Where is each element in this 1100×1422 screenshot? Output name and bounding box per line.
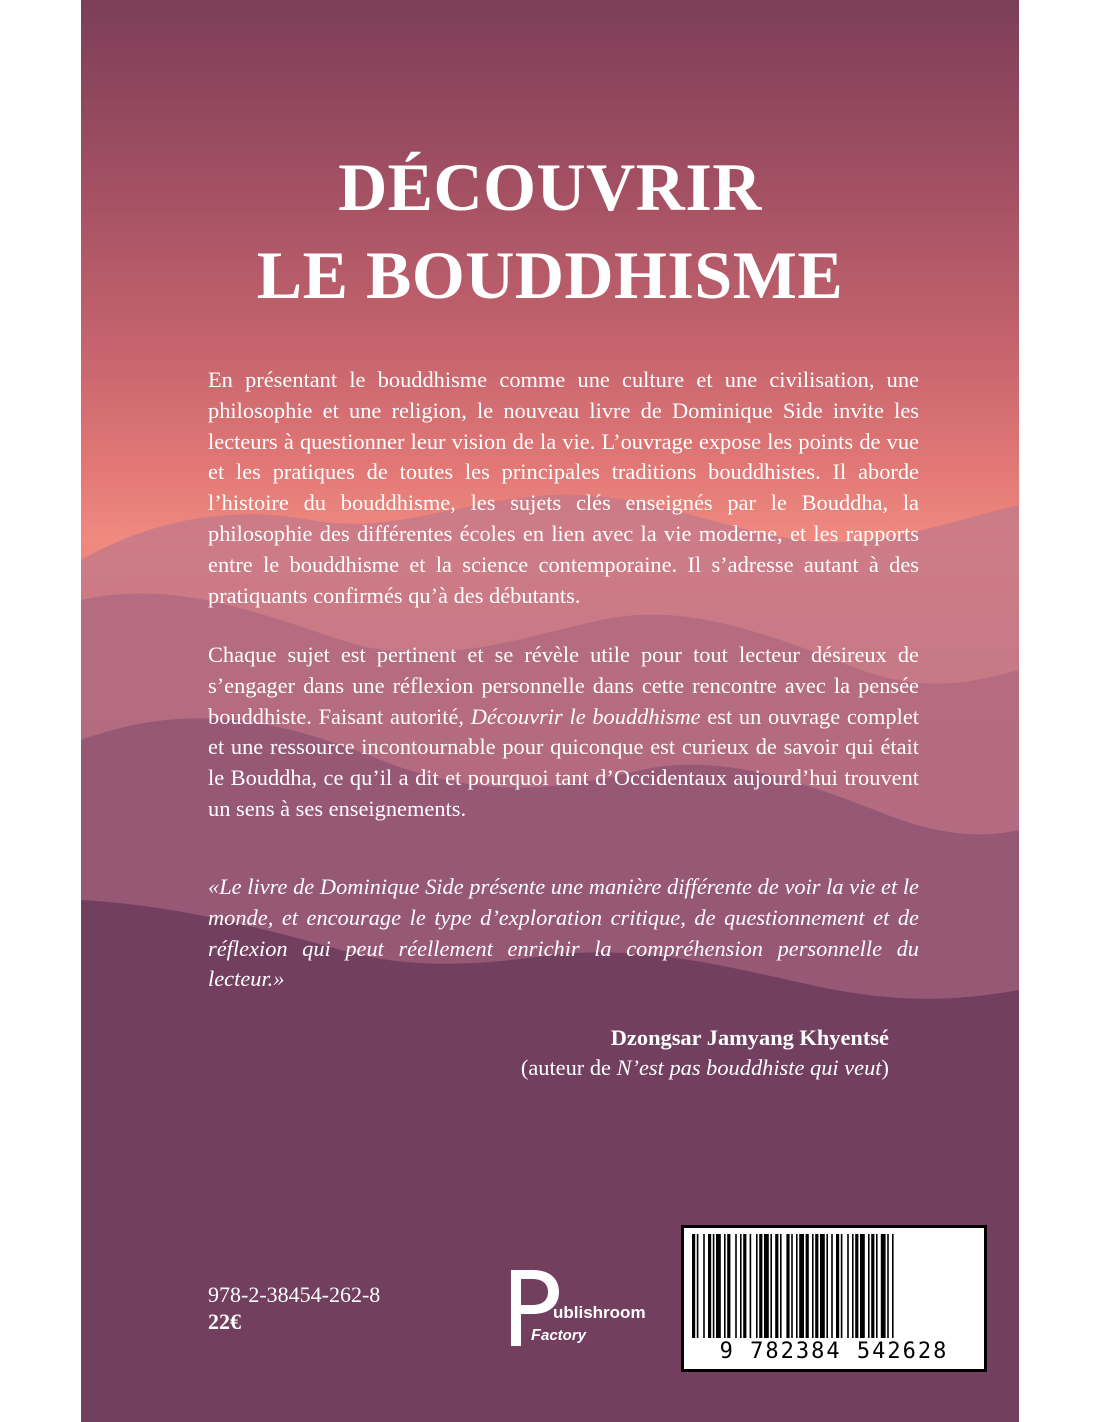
barcode-bar xyxy=(876,1234,878,1338)
barcode-bar xyxy=(836,1234,839,1338)
title-line-1: DÉCOUVRIR xyxy=(338,149,762,225)
credit-prefix: (auteur de xyxy=(520,1055,617,1080)
barcode-bar xyxy=(692,1234,695,1338)
barcode-bar xyxy=(786,1234,789,1338)
barcode-bar xyxy=(892,1234,894,1338)
barcode-bar xyxy=(860,1234,865,1338)
description-paragraph-1: En présentant le bouddhisme comme une culture et une civilisation, une philosophie et une religion, le nouveau livre de Dominique Side invite les lecteurs à questionner leur vision de la vie. L’ouvrage expose les points de vue et les pratiques de toutes les principales traditions bouddhistes. Il aborde l’histoire du bouddhisme, les sujets clés enseignés par le Bouddha, la philosophie des différentes écoles en lien avec la vie moderne, et les rapports entre le bouddhisme et la science contemporaine. Il s’adresse autant à des pratiquants confirmés qu’à des débutants. xyxy=(208,367,919,608)
barcode-bar xyxy=(887,1234,889,1338)
barcode-bar xyxy=(780,1234,782,1338)
barcode-bar xyxy=(855,1234,858,1338)
barcode-bar xyxy=(756,1234,758,1338)
barcode-bar xyxy=(868,1234,870,1338)
barcode-bar xyxy=(750,1234,752,1338)
endorser-credit xyxy=(521,1055,889,1080)
barcode-bar xyxy=(743,1234,746,1338)
barcode-bar xyxy=(764,1234,769,1338)
isbn: 978-2-38454-262-8 xyxy=(208,1282,381,1307)
barcode-bar xyxy=(852,1234,854,1338)
barcode-bar xyxy=(820,1234,825,1338)
endorsement-quote: «Le livre de Dominique Side présente une manière différente de voir la vie et le monde, et encourage le type d’exploration critique, de questionnement et de réflexion qui peut réellement enrichir la compréhension personnelle du lecteur.» xyxy=(208,874,919,992)
barcode-bar xyxy=(847,1234,849,1338)
isbn-price-block xyxy=(208,1281,380,1335)
barcode-bar xyxy=(713,1234,715,1338)
description-paragraph-2 xyxy=(208,640,919,825)
paragraph-2-text-start: Chaque sujet est pertinent et se révèle utile pour tout lecteur désireux de s’engager dans une réflexion personnelle dans cette rencontre avec la pensée bouddhiste. Faisant autorité, xyxy=(208,642,919,729)
barcode-bar xyxy=(724,1234,726,1338)
isbn-barcode xyxy=(681,1225,987,1372)
barcode-bar xyxy=(775,1234,778,1338)
barcode-bar xyxy=(806,1234,809,1338)
barcode-digits: 9 782384 542628 xyxy=(719,1339,949,1364)
barcode-bar xyxy=(826,1234,828,1338)
book-back-cover xyxy=(81,0,1019,1422)
book-title xyxy=(81,143,1019,319)
barcode-bar xyxy=(770,1234,772,1338)
barcode-bar xyxy=(881,1234,886,1338)
barcode-bar xyxy=(759,1234,762,1338)
book-title-italic: Découvrir le bouddhisme xyxy=(470,703,701,729)
logo-line-1: ublishroom xyxy=(553,1303,646,1322)
logo-f-letter: F xyxy=(531,1327,541,1344)
barcode-bar xyxy=(727,1234,730,1338)
barcode-bar xyxy=(708,1234,711,1338)
barcode-bar xyxy=(812,1234,814,1338)
credit-suffix: ) xyxy=(881,1055,889,1080)
barcode-bar xyxy=(799,1234,804,1338)
barcode-bar xyxy=(791,1234,793,1338)
price: 22€ xyxy=(208,1309,241,1334)
barcode-bar xyxy=(716,1234,721,1338)
barcode-bar xyxy=(796,1234,798,1338)
barcode-bar xyxy=(831,1234,833,1338)
barcode-bar xyxy=(697,1234,699,1338)
barcode-bar xyxy=(703,1234,705,1338)
quote-attribution xyxy=(521,1023,889,1083)
barcode-bar xyxy=(815,1234,818,1338)
endorser-name: Dzongsar Jamyang Khyentsé xyxy=(610,1025,889,1050)
credit-book-title: N’est pas bouddhiste qui veut xyxy=(616,1055,882,1080)
barcode-bars xyxy=(690,1234,980,1338)
barcode-bar xyxy=(841,1234,843,1338)
barcode-bar xyxy=(871,1234,874,1338)
barcode-bar xyxy=(735,1234,737,1338)
logo-line-2: actory xyxy=(541,1327,587,1344)
paragraph-2-text-end: est un ouvrage complet et une ressource incontournable pour quiconque est curieux de savoir qui était le Bouddha, ce qu’il a dit et pourquoi tant d’Occidentaux aujourd’hui trouvent un sens à ses enseignements. xyxy=(208,703,919,821)
barcode-bar xyxy=(740,1234,742,1338)
publisher-logo xyxy=(501,1262,651,1352)
title-line-2: LE BOUDDHISME xyxy=(256,237,844,313)
